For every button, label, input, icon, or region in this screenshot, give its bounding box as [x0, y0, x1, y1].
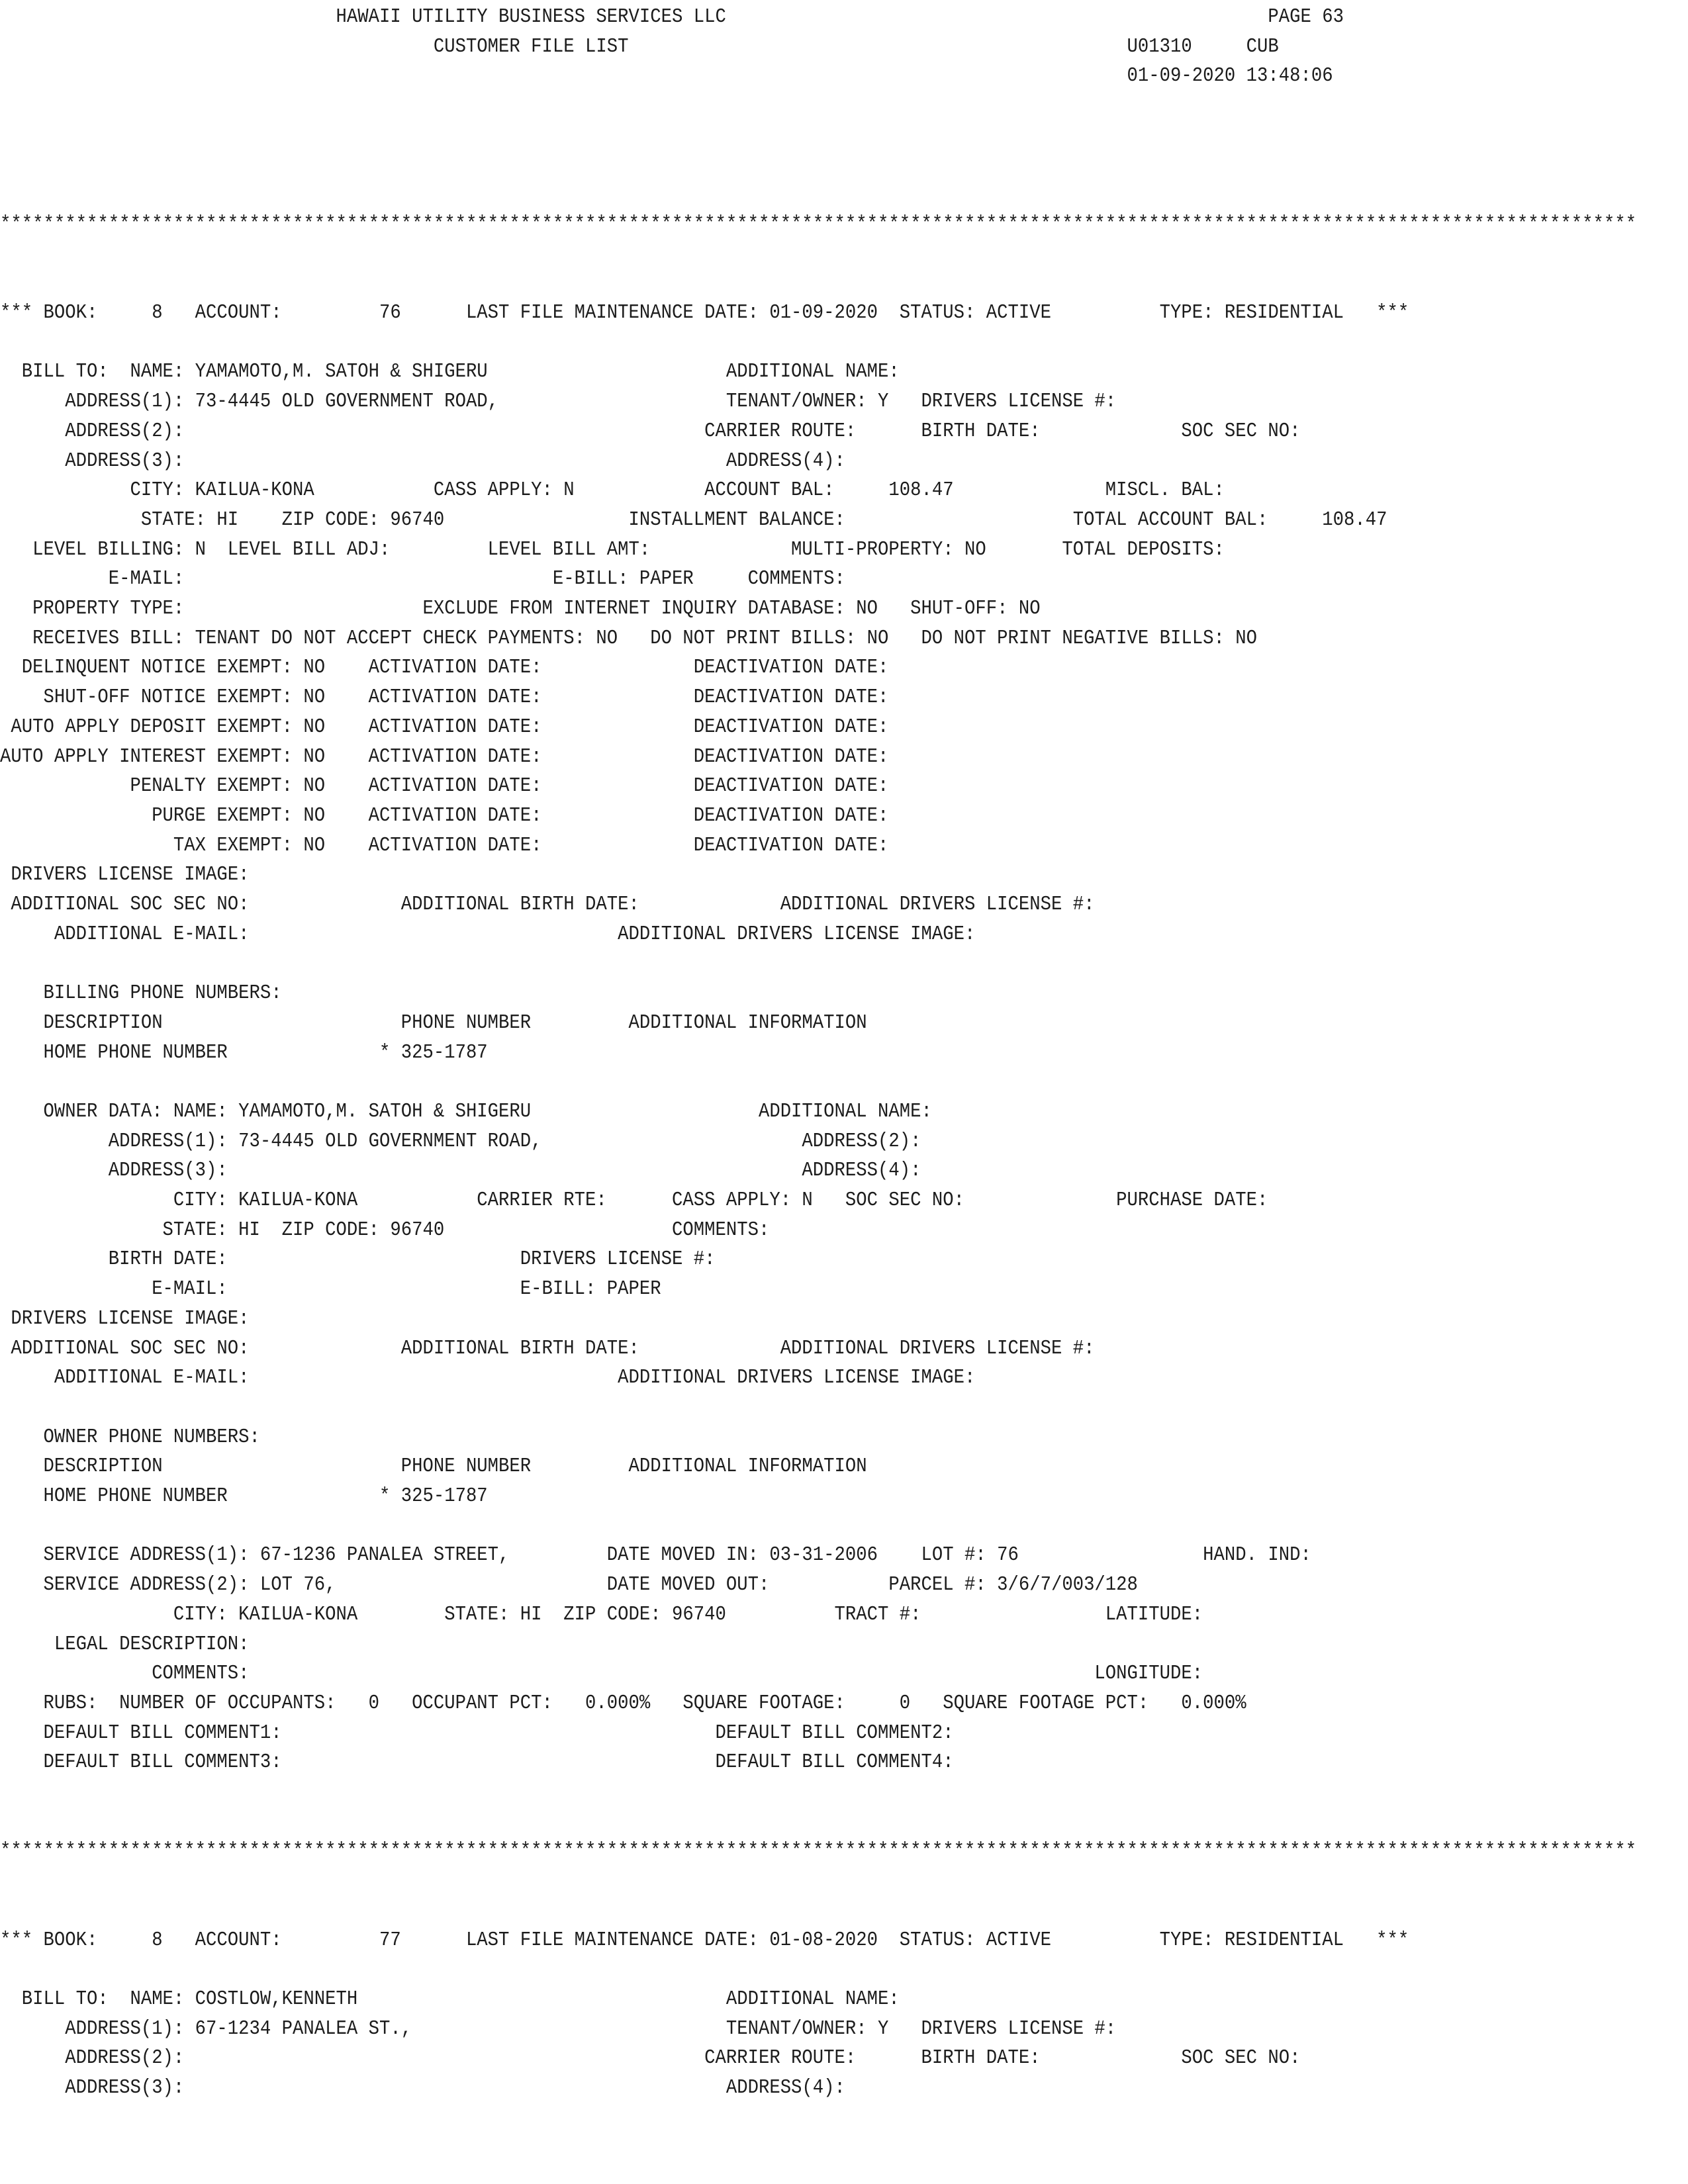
report-line: ADDRESS(3): ADDRESS(4):: [0, 2076, 845, 2099]
report-line: CITY: KAILUA-KONA CASS APPLY: N ACCOUNT BAL: 108.47 MISCL. BAL:: [0, 478, 1225, 502]
report-line: E-MAIL: E-BILL: PAPER COMMENTS:: [0, 567, 845, 591]
report-line: LEVEL BILLING: N LEVEL BILL ADJ: LEVEL BILL AMT: MULTI-PROPERTY: NO TOTAL DEPOSITS:: [0, 537, 1225, 561]
report-line: OWNER PHONE NUMBERS:: [0, 1425, 260, 1449]
report-line: BILL TO: NAME: YAMAMOTO,M. SATOH & SHIGERU ADDITIONAL NAME:: [0, 360, 900, 384]
report-line: ADDITIONAL E-MAIL: ADDITIONAL DRIVERS LICENSE IMAGE:: [0, 922, 976, 946]
report-line: DELINQUENT NOTICE EXEMPT: NO ACTIVATION DATE: DEACTIVATION DATE:: [0, 656, 889, 680]
report-line: DESCRIPTION PHONE NUMBER ADDITIONAL INFORMATION: [0, 1455, 867, 1479]
report-line: LEGAL DESCRIPTION:: [0, 1632, 250, 1656]
report-line: CITY: KAILUA-KONA CARRIER RTE: CASS APPLY: N SOC SEC NO: PURCHASE DATE:: [0, 1189, 1268, 1212]
report-line: RECEIVES BILL: TENANT DO NOT ACCEPT CHECK PAYMENTS: NO DO NOT PRINT BILLS: NO DO NOT PRINT NEGATIVE BILLS: NO: [0, 626, 1257, 650]
report-line: PROPERTY TYPE: EXCLUDE FROM INTERNET INQUIRY DATABASE: NO SHUT-OFF: NO: [0, 597, 1041, 620]
report-line: STATE: HI ZIP CODE: 96740 COMMENTS:: [0, 1218, 770, 1242]
report-line: ADDRESS(3): ADDRESS(4):: [0, 1159, 921, 1183]
report-line: *** BOOK: 8 ACCOUNT: 76 LAST FILE MAINTENANCE DATE: 01-09-2020 STATUS: ACTIVE TYPE: RESIDENTIAL ***: [0, 301, 1409, 324]
report-line: BIRTH DATE: DRIVERS LICENSE #:: [0, 1248, 716, 1271]
report-line: DRIVERS LICENSE IMAGE:: [0, 1306, 250, 1330]
report-line: DEFAULT BILL COMMENT1: DEFAULT BILL COMMENT2:: [0, 1721, 954, 1745]
report-line: 01-09-2020 13:48:06: [0, 64, 1333, 88]
report-line: SERVICE ADDRESS(1): 67-1236 PANALEA STREET, DATE MOVED IN: 03-31-2006 LOT #: 76 HAND. IND:: [0, 1543, 1311, 1567]
report-line: ADDRESS(3): ADDRESS(4):: [0, 449, 845, 473]
report-line: AUTO APPLY INTEREST EXEMPT: NO ACTIVATION DATE: DEACTIVATION DATE:: [0, 745, 889, 768]
report-line: SHUT-OFF NOTICE EXEMPT: NO ACTIVATION DATE: DEACTIVATION DATE:: [0, 686, 889, 709]
report-line: BILLING PHONE NUMBERS:: [0, 981, 282, 1005]
report-line: RUBS: NUMBER OF OCCUPANTS: 0 OCCUPANT PCT: 0.000% SQUARE FOOTAGE: 0 SQUARE FOOTAGE PCT: 0.000%: [0, 1691, 1246, 1715]
report-line: BILL TO: NAME: COSTLOW,KENNETH ADDITIONAL NAME:: [0, 1987, 900, 2011]
report-line: PURGE EXEMPT: NO ACTIVATION DATE: DEACTIVATION DATE:: [0, 803, 889, 827]
report-line: SERVICE ADDRESS(2): LOT 76, DATE MOVED OUT: PARCEL #: 3/6/7/003/128: [0, 1573, 1138, 1597]
report-line: *** BOOK: 8 ACCOUNT: 77 LAST FILE MAINTENANCE DATE: 01-08-2020 STATUS: ACTIVE TYPE: RESIDENTIAL ***: [0, 1928, 1409, 1952]
report-line: HAWAII UTILITY BUSINESS SERVICES LLC PAGE 63: [0, 5, 1344, 28]
report-line: CITY: KAILUA-KONA STATE: HI ZIP CODE: 96740 TRACT #: LATITUDE:: [0, 1602, 1203, 1626]
report-line: DESCRIPTION PHONE NUMBER ADDITIONAL INFORMATION: [0, 1011, 867, 1034]
report-line: STATE: HI ZIP CODE: 96740 INSTALLMENT BALANCE: TOTAL ACCOUNT BAL: 108.47: [0, 508, 1387, 531]
report-line: ADDRESS(2): CARRIER ROUTE: BIRTH DATE: SOC SEC NO:: [0, 2046, 1301, 2070]
report-line: ADDRESS(1): 67-1234 PANALEA ST., TENANT/OWNER: Y DRIVERS LICENSE #:: [0, 2017, 1117, 2040]
report-line: AUTO APPLY DEPOSIT EXEMPT: NO ACTIVATION DATE: DEACTIVATION DATE:: [0, 715, 889, 739]
report-line: ADDRESS(1): 73-4445 OLD GOVERNMENT ROAD, TENANT/OWNER: Y DRIVERS LICENSE #:: [0, 390, 1117, 414]
report-line: ADDITIONAL SOC SEC NO: ADDITIONAL BIRTH DATE: ADDITIONAL DRIVERS LICENSE #:: [0, 1336, 1095, 1360]
report-line: ADDRESS(1): 73-4445 OLD GOVERNMENT ROAD, ADDRESS(2):: [0, 1129, 921, 1153]
report-line: PENALTY EXEMPT: NO ACTIVATION DATE: DEACTIVATION DATE:: [0, 774, 889, 798]
report-line: TAX EXEMPT: NO ACTIVATION DATE: DEACTIVATION DATE:: [0, 833, 889, 857]
report-line: HOME PHONE NUMBER * 325-1787: [0, 1040, 488, 1064]
report-line: COMMENTS: LONGITUDE:: [0, 1662, 1203, 1686]
report-line: *******************************************************************************************************************************************************: [0, 1839, 1636, 1863]
report-line: CUSTOMER FILE LIST U01310 CUB: [0, 34, 1279, 58]
report-line: ADDITIONAL E-MAIL: ADDITIONAL DRIVERS LICENSE IMAGE:: [0, 1366, 976, 1390]
report-line: ADDITIONAL SOC SEC NO: ADDITIONAL BIRTH DATE: ADDITIONAL DRIVERS LICENSE #:: [0, 893, 1095, 916]
report-line: DRIVERS LICENSE IMAGE:: [0, 863, 250, 887]
report-line: E-MAIL: E-BILL: PAPER: [0, 1277, 661, 1301]
report-line: *******************************************************************************************************************************************************: [0, 212, 1636, 236]
report-line: OWNER DATA: NAME: YAMAMOTO,M. SATOH & SHIGERU ADDITIONAL NAME:: [0, 1099, 932, 1123]
report-line: DEFAULT BILL COMMENT3: DEFAULT BILL COMMENT4:: [0, 1751, 954, 1774]
report-line: ADDRESS(2): CARRIER ROUTE: BIRTH DATE: SOC SEC NO:: [0, 419, 1301, 443]
report-line: HOME PHONE NUMBER * 325-1787: [0, 1484, 488, 1508]
